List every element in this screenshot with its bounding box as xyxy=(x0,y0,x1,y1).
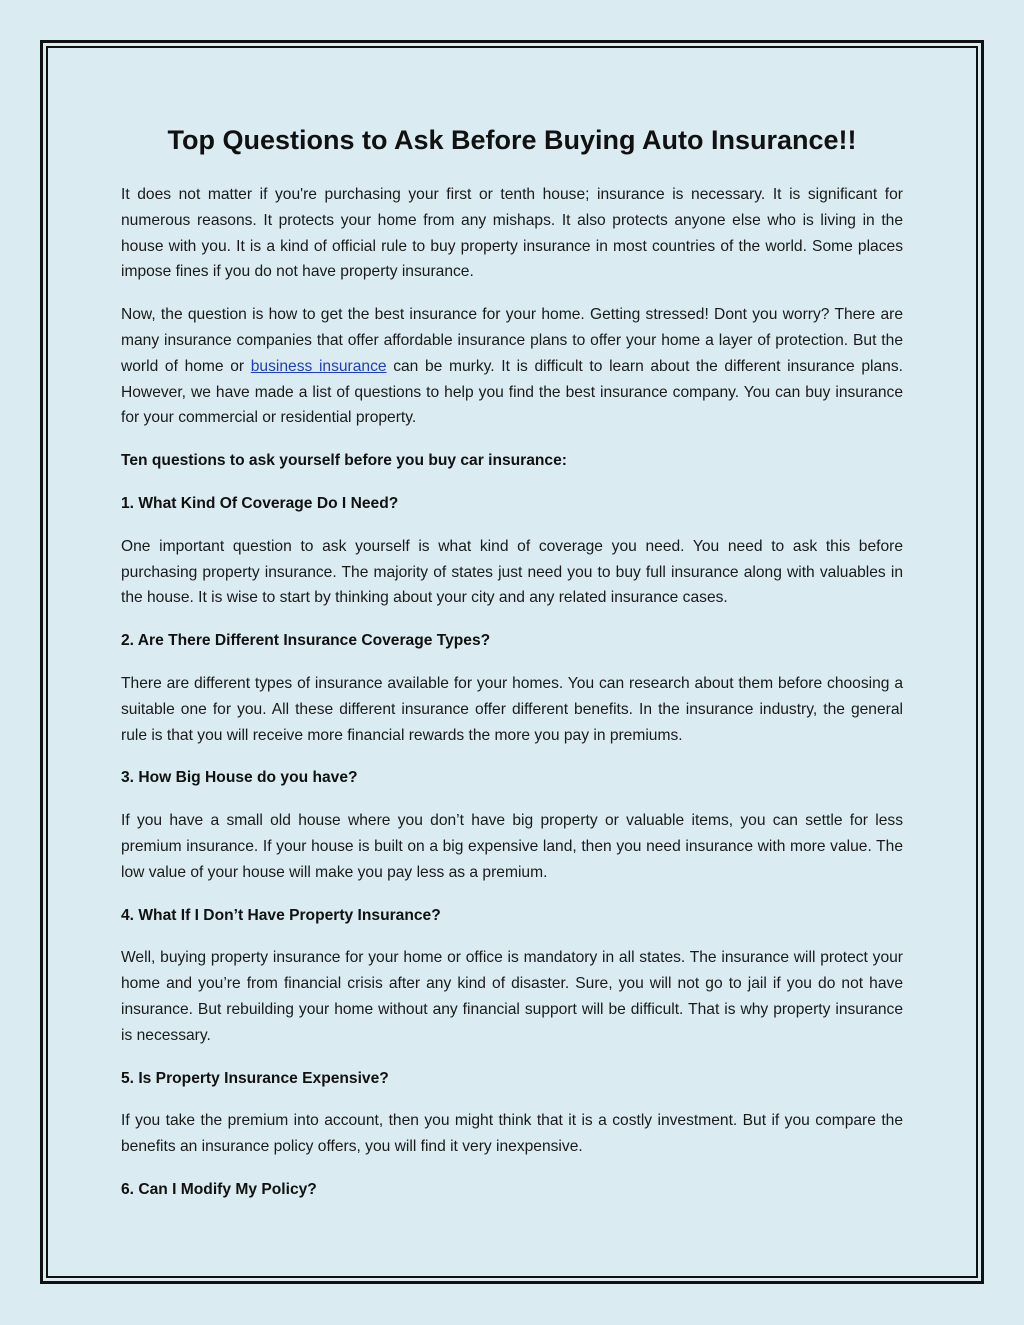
section-5-body: If you take the premium into account, then you might think that it is a costly investment. But if you compare the benefits an insurance policy offers, you will find it very inexpensive. xyxy=(121,1112,903,1156)
section-1-body: One important question to ask yourself is what kind of coverage you need. You need to ask this before purchasing property insurance. The majority of states just need you to buy full insurance along with valuables in the house. It is wise to start by thinking about your city and any related insurance cases. xyxy=(121,537,903,607)
section-4-heading: 4. What If I Don’t Have Property Insurance? xyxy=(121,906,441,924)
section-3-heading: 3. How Big House do you have? xyxy=(121,769,358,787)
section-5-heading: 5. Is Property Insurance Expensive? xyxy=(121,1069,389,1087)
document-content xyxy=(121,120,903,1220)
section-6-heading: 6. Can I Modify My Policy? xyxy=(121,1180,317,1198)
section-2-heading: 2. Are There Different Insurance Coverage Types? xyxy=(121,632,491,650)
section-2-body: There are different types of insurance available for your homes. You can research about them before choosing a suitable one for you. All these different insurance offer different benefits. In the insurance industry, the general rule is that you will receive more financial rewards the more you pay in premiums. xyxy=(121,674,903,744)
intro-paragraph: It does not matter if you're purchasing your first or tenth house; insurance is necessary. It is significant for numerous reasons. It protects your home from any mishaps. It also protects anyone else who is living in the house with you. It is a kind of official rule to buy property insurance in most countries of the world. Some places impose fines if you do not have property insurance. xyxy=(121,186,903,281)
section-3-body: If you have a small old house where you don’t have big property or valuable items, you can settle for less premium insurance. If your house is built on a big expensive land, then you need insurance with more value. The low value of your house will make you pay less as a premium. xyxy=(121,812,903,881)
page-title: Top Questions to Ask Before Buying Auto Insurance!! xyxy=(167,125,857,155)
second-paragraph-text-before: Now, the question is how to get the best insurance for your home. Getting stressed! Dont you worry? There are many insurance companies that offer affordable insurance plans to offer your home a layer of protection. But the world of home or xyxy=(121,306,903,375)
section-1-heading: 1. What Kind Of Coverage Do I Need? xyxy=(121,494,399,512)
section-4-body: Well, buying property insurance for your home or office is mandatory in all states. The insurance will protect your home and you’re from financial crisis after any kind of disaster. Sure, you will not go to jail if you do not have insurance. But rebuilding your home without any financial support will be difficult. That is why property insurance is necessary. xyxy=(121,949,903,1044)
second-paragraph-text-after: can be murky. It is difficult to learn about the different insurance plans. However, we have made a list of questions to help you find the best insurance company. You can buy insurance for your commercial or residential property. xyxy=(121,357,903,427)
second-paragraph xyxy=(121,302,903,431)
list-intro-heading: Ten questions to ask yourself before you buy car insurance: xyxy=(121,452,567,470)
business-insurance-link[interactable]: business insurance xyxy=(250,357,387,375)
